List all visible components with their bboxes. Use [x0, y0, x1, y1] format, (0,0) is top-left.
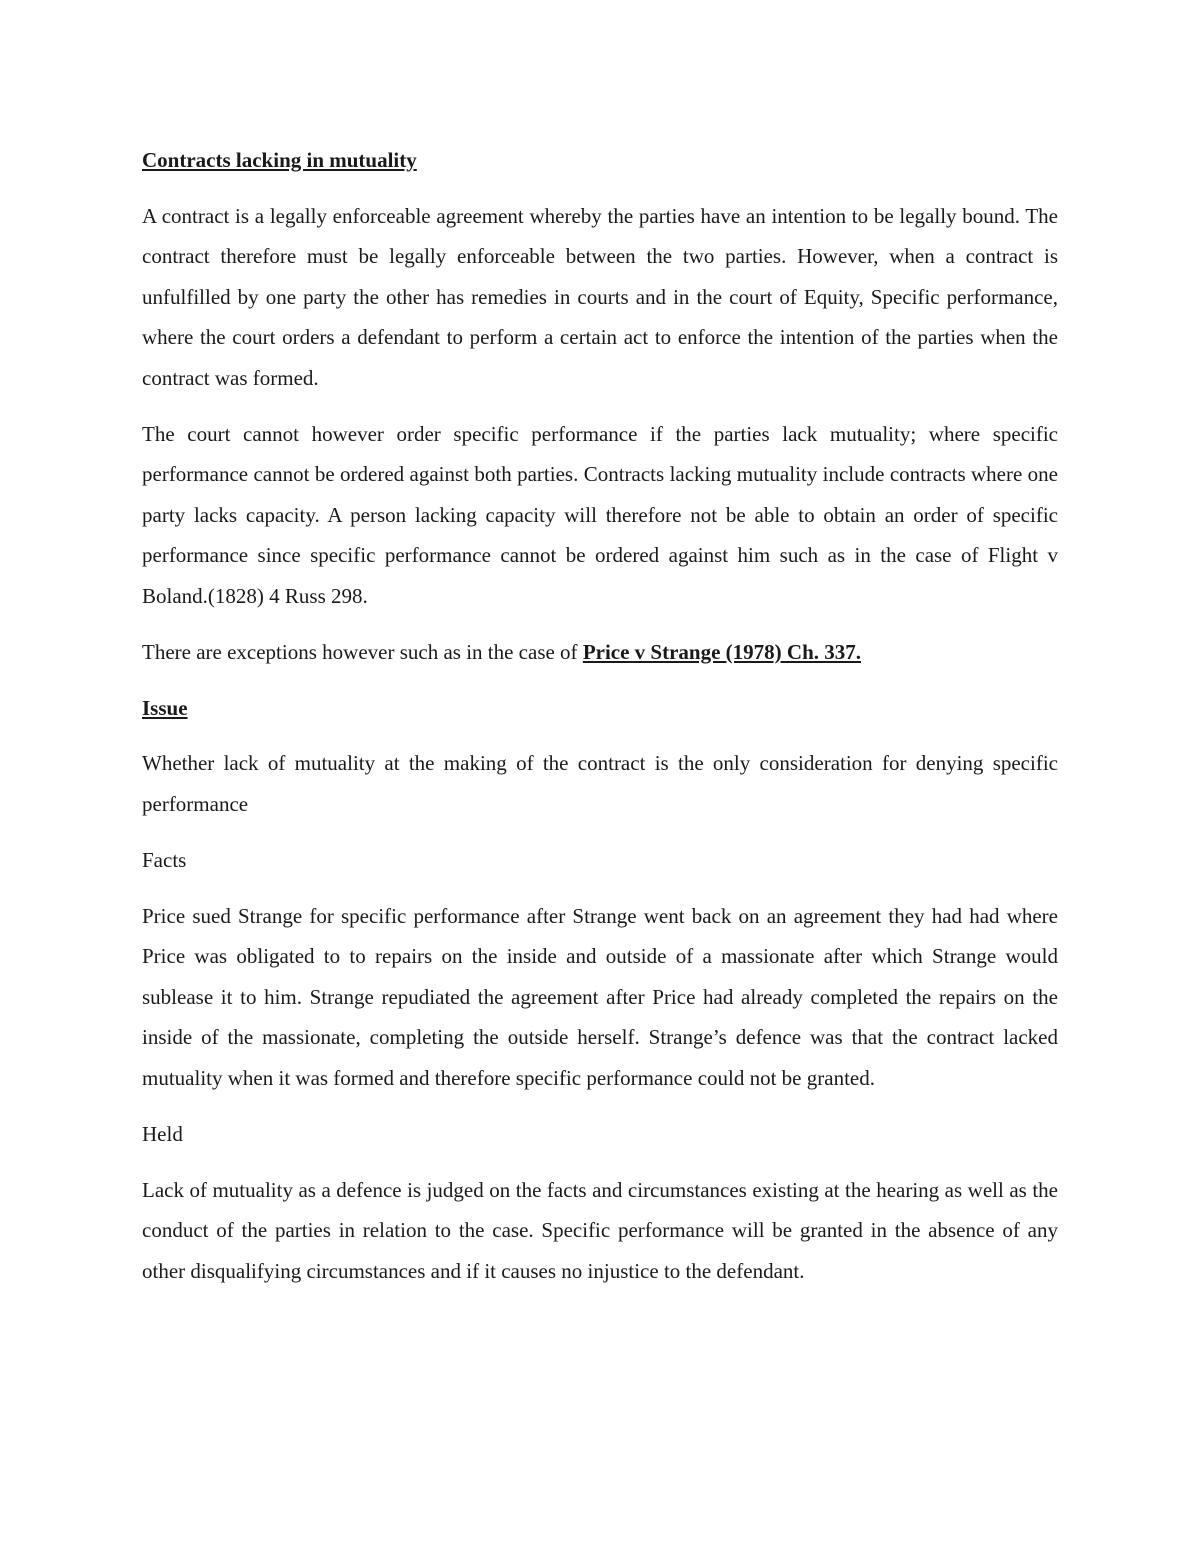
held-paragraph: Lack of mutuality as a defence is judged on the facts and circumstances existing at the hearing as well as the conduct of the parties in relation to the case. Specific performance will be granted in the absence of any other disqualifying circumstances and if it causes no injustice to the defendant. — [142, 1177, 1058, 1283]
case-citation: Price v Strange (1978) Ch. 337. — [582, 639, 862, 664]
exceptions-paragraph — [142, 632, 1058, 673]
intro-paragraph: A contract is a legally enforceable agreement whereby the parties have an intention to be legally bound. The contract therefore must be legally enforceable between the two parties. However, when a contract is unfulfilled by one party the other has remedies in courts and in the court of Equity, Specific performance, where the court orders a defendant to perform a certain act to enforce the intention of the parties when the contract was formed. — [142, 203, 1058, 390]
facts-label: Facts — [142, 847, 187, 872]
document-body — [142, 140, 1058, 1307]
facts-paragraph: Price sued Strange for specific performance after Strange went back on an agreement they had had where Price was obligated to to repairs on the inside and outside of a massionate after which Strange would sublease it to him. Strange repudiated the agreement after Price had already completed the repairs on the inside of the massionate, completing the outside herself. Strange’s defence was that the contract lacked mutuality when it was formed and therefore specific performance could not be granted. — [142, 903, 1058, 1090]
exceptions-text: There are exceptions however such as in the case of — [142, 639, 583, 664]
held-label: Held — [142, 1121, 183, 1146]
document-title: Contracts lacking in mutuality — [142, 148, 417, 172]
issue-paragraph: Whether lack of mutuality at the making of the contract is the only consideration for denying specific performance — [142, 751, 1058, 816]
mutuality-paragraph: The court cannot however order specific performance if the parties lack mutuality; where specific performance cannot be ordered against both parties. Contracts lacking mutuality include contracts where one party lacks capacity. A person lacking capacity will therefore not be able to obtain an order of specific performance since specific performance cannot be ordered against him such as in the case of Flight v Boland.(1828) 4 Russ 298. — [142, 421, 1058, 608]
issue-heading: Issue — [142, 695, 188, 720]
